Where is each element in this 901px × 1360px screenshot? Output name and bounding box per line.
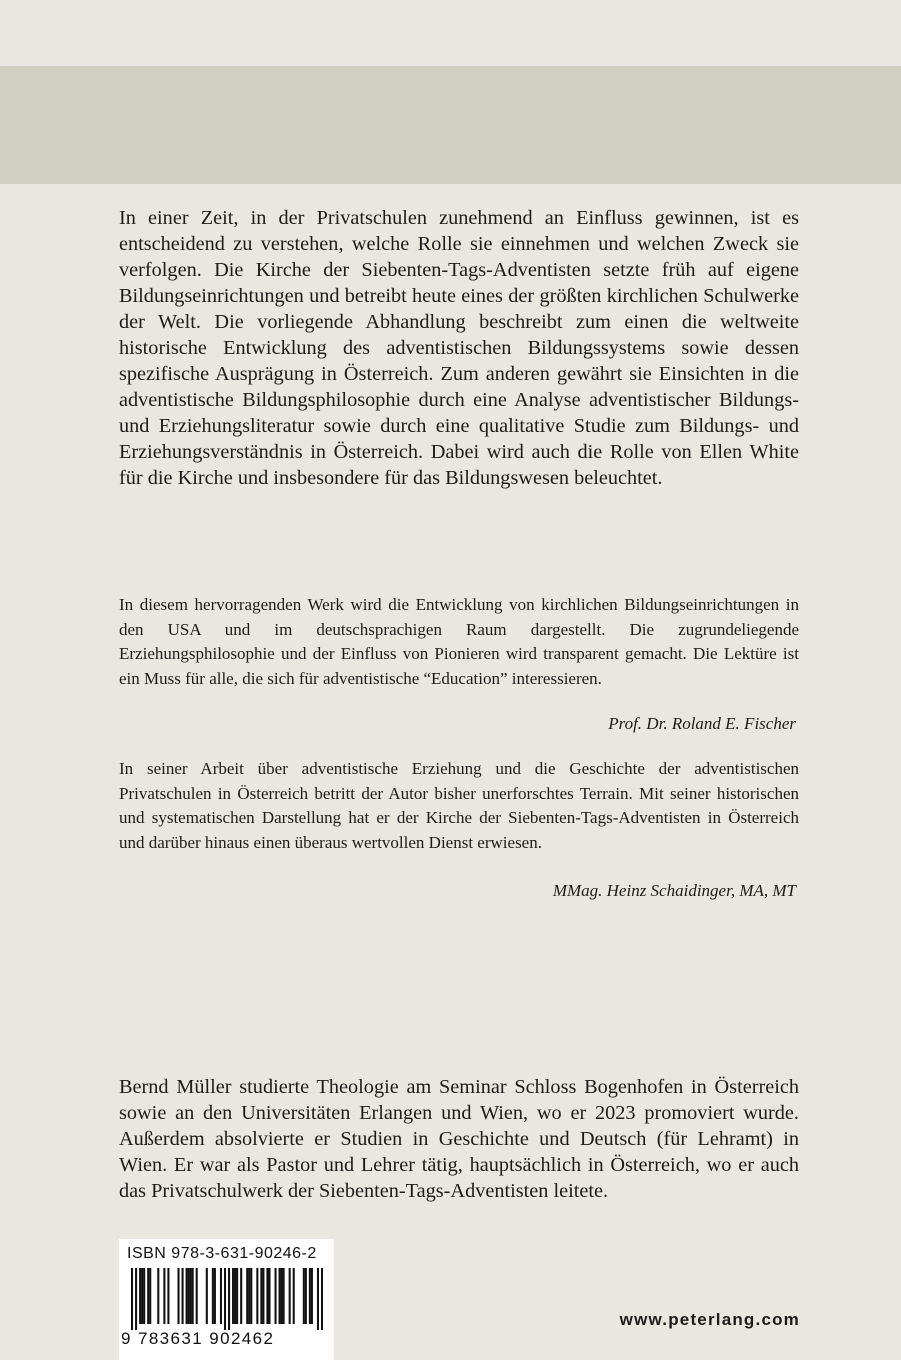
barcode-bar	[228, 1268, 230, 1330]
barcode-bar	[149, 1268, 151, 1324]
barcode-bar	[289, 1268, 291, 1324]
barcode-bar	[293, 1268, 295, 1324]
barcode-bar	[167, 1268, 169, 1324]
barcode-bar	[240, 1268, 242, 1324]
barcode-bar	[186, 1268, 188, 1324]
barcode-bar	[190, 1268, 192, 1324]
barcode-bar	[206, 1268, 208, 1324]
barcode-bar	[311, 1268, 313, 1324]
barcode-bar	[143, 1268, 145, 1324]
barcode-bar	[131, 1268, 133, 1330]
author-bio: Bernd Müller studierte Theologie am Seminar Schloss Bogenhofen in Österreich sowie an den Universitäten Erlangen und Wien, wo er 2023 promoviert wurde. Außerdem absolvierte er Studien in Geschichte und Deutsch (für Lehramt) in Wien. Er war als Pastor und Lehrer tätig, hauptsächlich in Österreich, wo er auch das Privatschulwerk der Siebenten-Tags-Adventisten leitete.	[119, 1076, 799, 1202]
barcode-bar	[212, 1268, 214, 1324]
barcode-bar	[248, 1268, 250, 1324]
barcode-bar	[266, 1268, 268, 1324]
barcode-bar	[163, 1268, 165, 1324]
review-quote-2: In seiner Arbeit über adventistische Erziehung und die Geschichte der adventistischen Privatschulen in Österreich betritt der Autor bisher unerforschtes Terrain. Mit seiner historischen und systematischen Darstellung hat er der Kirche der Siebenten-Tags-Adventisten in Österreich und darüber hinaus einen überaus wertvollen Dienst erwiesen.	[119, 759, 799, 852]
barcode-bar	[214, 1268, 216, 1324]
barcode-bar	[250, 1268, 252, 1324]
barcode-bar	[256, 1268, 258, 1324]
barcode-bar	[281, 1268, 283, 1324]
review-author-2: MMag. Heinz Schaidinger, MA, MT	[552, 881, 796, 900]
barcode-bar	[188, 1268, 190, 1324]
review-author-1: Prof. Dr. Roland E. Fischer	[608, 714, 796, 733]
barcode-bar	[157, 1268, 159, 1324]
barcode-bar	[177, 1268, 179, 1324]
barcode-bar	[321, 1268, 323, 1330]
barcode-bar	[224, 1268, 226, 1330]
barcode-bar	[147, 1268, 149, 1324]
barcode-bar	[236, 1268, 238, 1324]
publisher-website: www.peterlang.com	[619, 1310, 800, 1329]
barcode-bar	[279, 1268, 281, 1324]
barcode-bar	[234, 1268, 236, 1324]
barcode-bar	[196, 1268, 198, 1324]
barcode-bar	[135, 1268, 137, 1330]
barcode-bar	[232, 1268, 234, 1324]
barcode	[131, 1268, 323, 1330]
barcode-bar	[274, 1268, 276, 1324]
barcode-bar	[262, 1268, 264, 1324]
barcode-bar	[182, 1268, 184, 1324]
barcode-digits: 9 783631 902462	[121, 1329, 275, 1348]
barcode-bar	[305, 1268, 307, 1324]
top-color-band	[0, 66, 901, 184]
barcode-bar	[220, 1268, 222, 1324]
barcode-bar	[283, 1268, 285, 1324]
barcode-bar	[309, 1268, 311, 1324]
book-blurb: In einer Zeit, in der Privatschulen zunehmend an Einfluss gewinnen, ist es entscheidend zu verstehen, welche Rolle sie einnehmen und welchen Zweck sie verfolgen. Die Kirche der Siebenten-Tags-Adventisten setzte früh auf eigene Bildungseinrichtungen und betreibt heute eines der größten kirchlichen Schulwerke der Welt. Die vorliegende Abhandlung beschreibt zum einen die weltweite historische Entwicklung des adventistischen Bildungssystems sowie dessen spezifische Ausprägung in Österreich. Zum anderen gewährt sie Einsichten in die adventistische Bildungsphilosophie durch eine Analyse adventistischer Bildungs- und Erziehungsliteratur sowie durch eine qualitative Studie zum Bildungs- und Erziehungsverständnis in Österreich. Dabei wird auch die Rolle von Ellen White für die Kirche und insbesondere für das Bildungswesen beleuchtet.	[119, 207, 799, 489]
barcode-bar	[268, 1268, 270, 1324]
barcode-bar	[192, 1268, 194, 1324]
barcode-bar	[317, 1268, 319, 1330]
isbn-barcode-box	[119, 1239, 334, 1360]
barcode-bar	[141, 1268, 143, 1324]
barcode-bar	[303, 1268, 305, 1324]
isbn-label: ISBN 978-3-631-90246-2	[127, 1245, 317, 1262]
barcode-bar	[246, 1268, 248, 1324]
barcode-bar	[260, 1268, 262, 1324]
barcode-bar	[139, 1268, 141, 1324]
review-quote-1: In diesem hervorragenden Werk wird die Entwicklung von kirchlichen Bildungseinrichtungen in den USA und im deutschsprachigen Raum dargestellt. Die zugrundeliegende Erziehungsphilosophie und der Einfluss von Pionieren wird transparent gemacht. Die Lektüre ist ein Muss für alle, die sich für adventistische “Education” interessieren.	[119, 595, 799, 688]
